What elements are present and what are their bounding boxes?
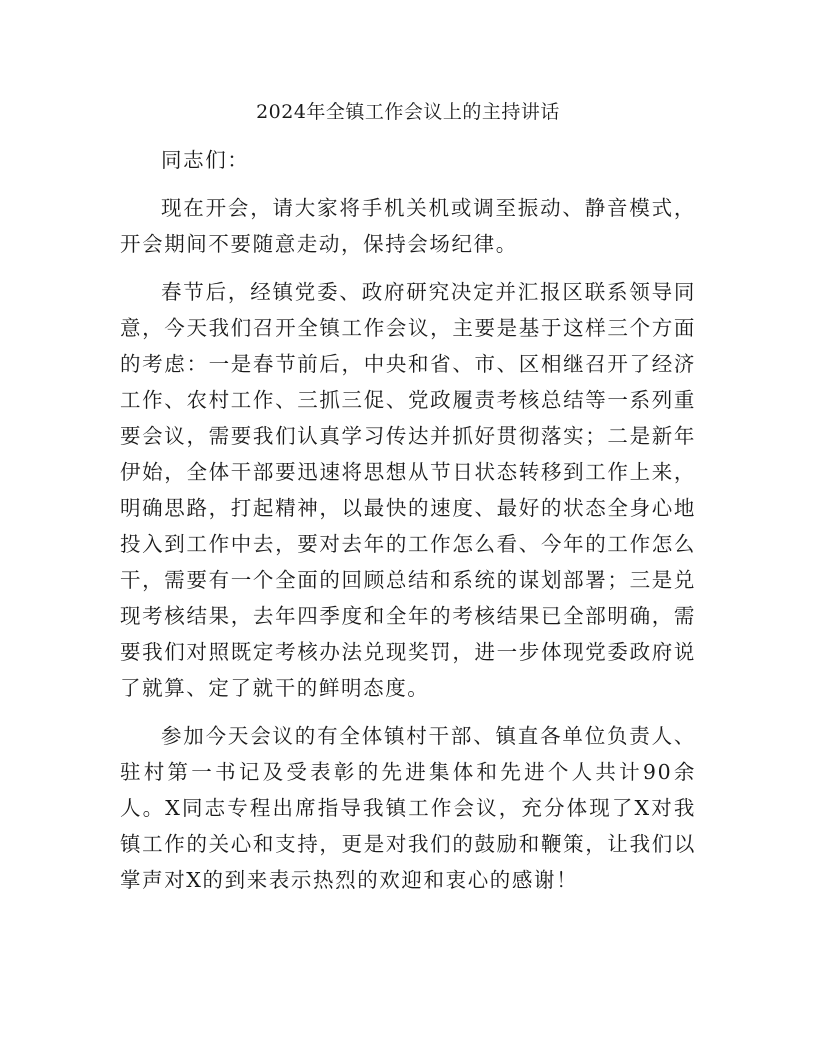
paragraph-opening: 现在开会，请大家将手机关机或调至振动、静音模式，开会期间不要随意走动，保持会场纪律。	[120, 196, 696, 256]
document-body	[120, 142, 696, 910]
document-title: 2024年全镇工作会议上的主持讲话	[256, 101, 560, 123]
salutation: 同志们：	[161, 148, 250, 172]
paragraph-reasons: 春节后，经镇党委、政府研究决定并汇报区联系领导同意，今天我们召开全镇工作会议，主要是基于这样三个方面的考虑：一是春节前后，中央和省、市、区相继召开了经济工作、农村工作、三抓三促、党政履责考核总结等一系列重要会议，需要我们认真学习传达并抓好贯彻落实；二是新年伊始，全体干部要迅速将思想从节日状态转移到工作上来，明确思路，打起精神，以最快的速度、最好的状态全身心地投入到工作中去，要对去年的工作怎么看、今年的工作怎么干，需要有一个全面的回顾总结和系统的谋划部署；三是兑现考核结果，去年四季度和全年的考核结果已全部明确，需要我们对照既定考核办法兑现奖罚，进一步体现党委政府说了就算、定了就干的鲜明态度。	[120, 280, 696, 700]
paragraph-attendees: 参加今天会议的有全体镇村干部、镇直各单位负责人、驻村第一书记及受表彰的先进集体和先进个人共计90余人。X同志专程出席指导我镇工作会议，充分体现了X对我镇工作的关心和支持，更是对我们的鼓励和鞭策，让我们以掌声对X的到来表示热烈的欢迎和衷心的感谢！	[120, 724, 696, 892]
